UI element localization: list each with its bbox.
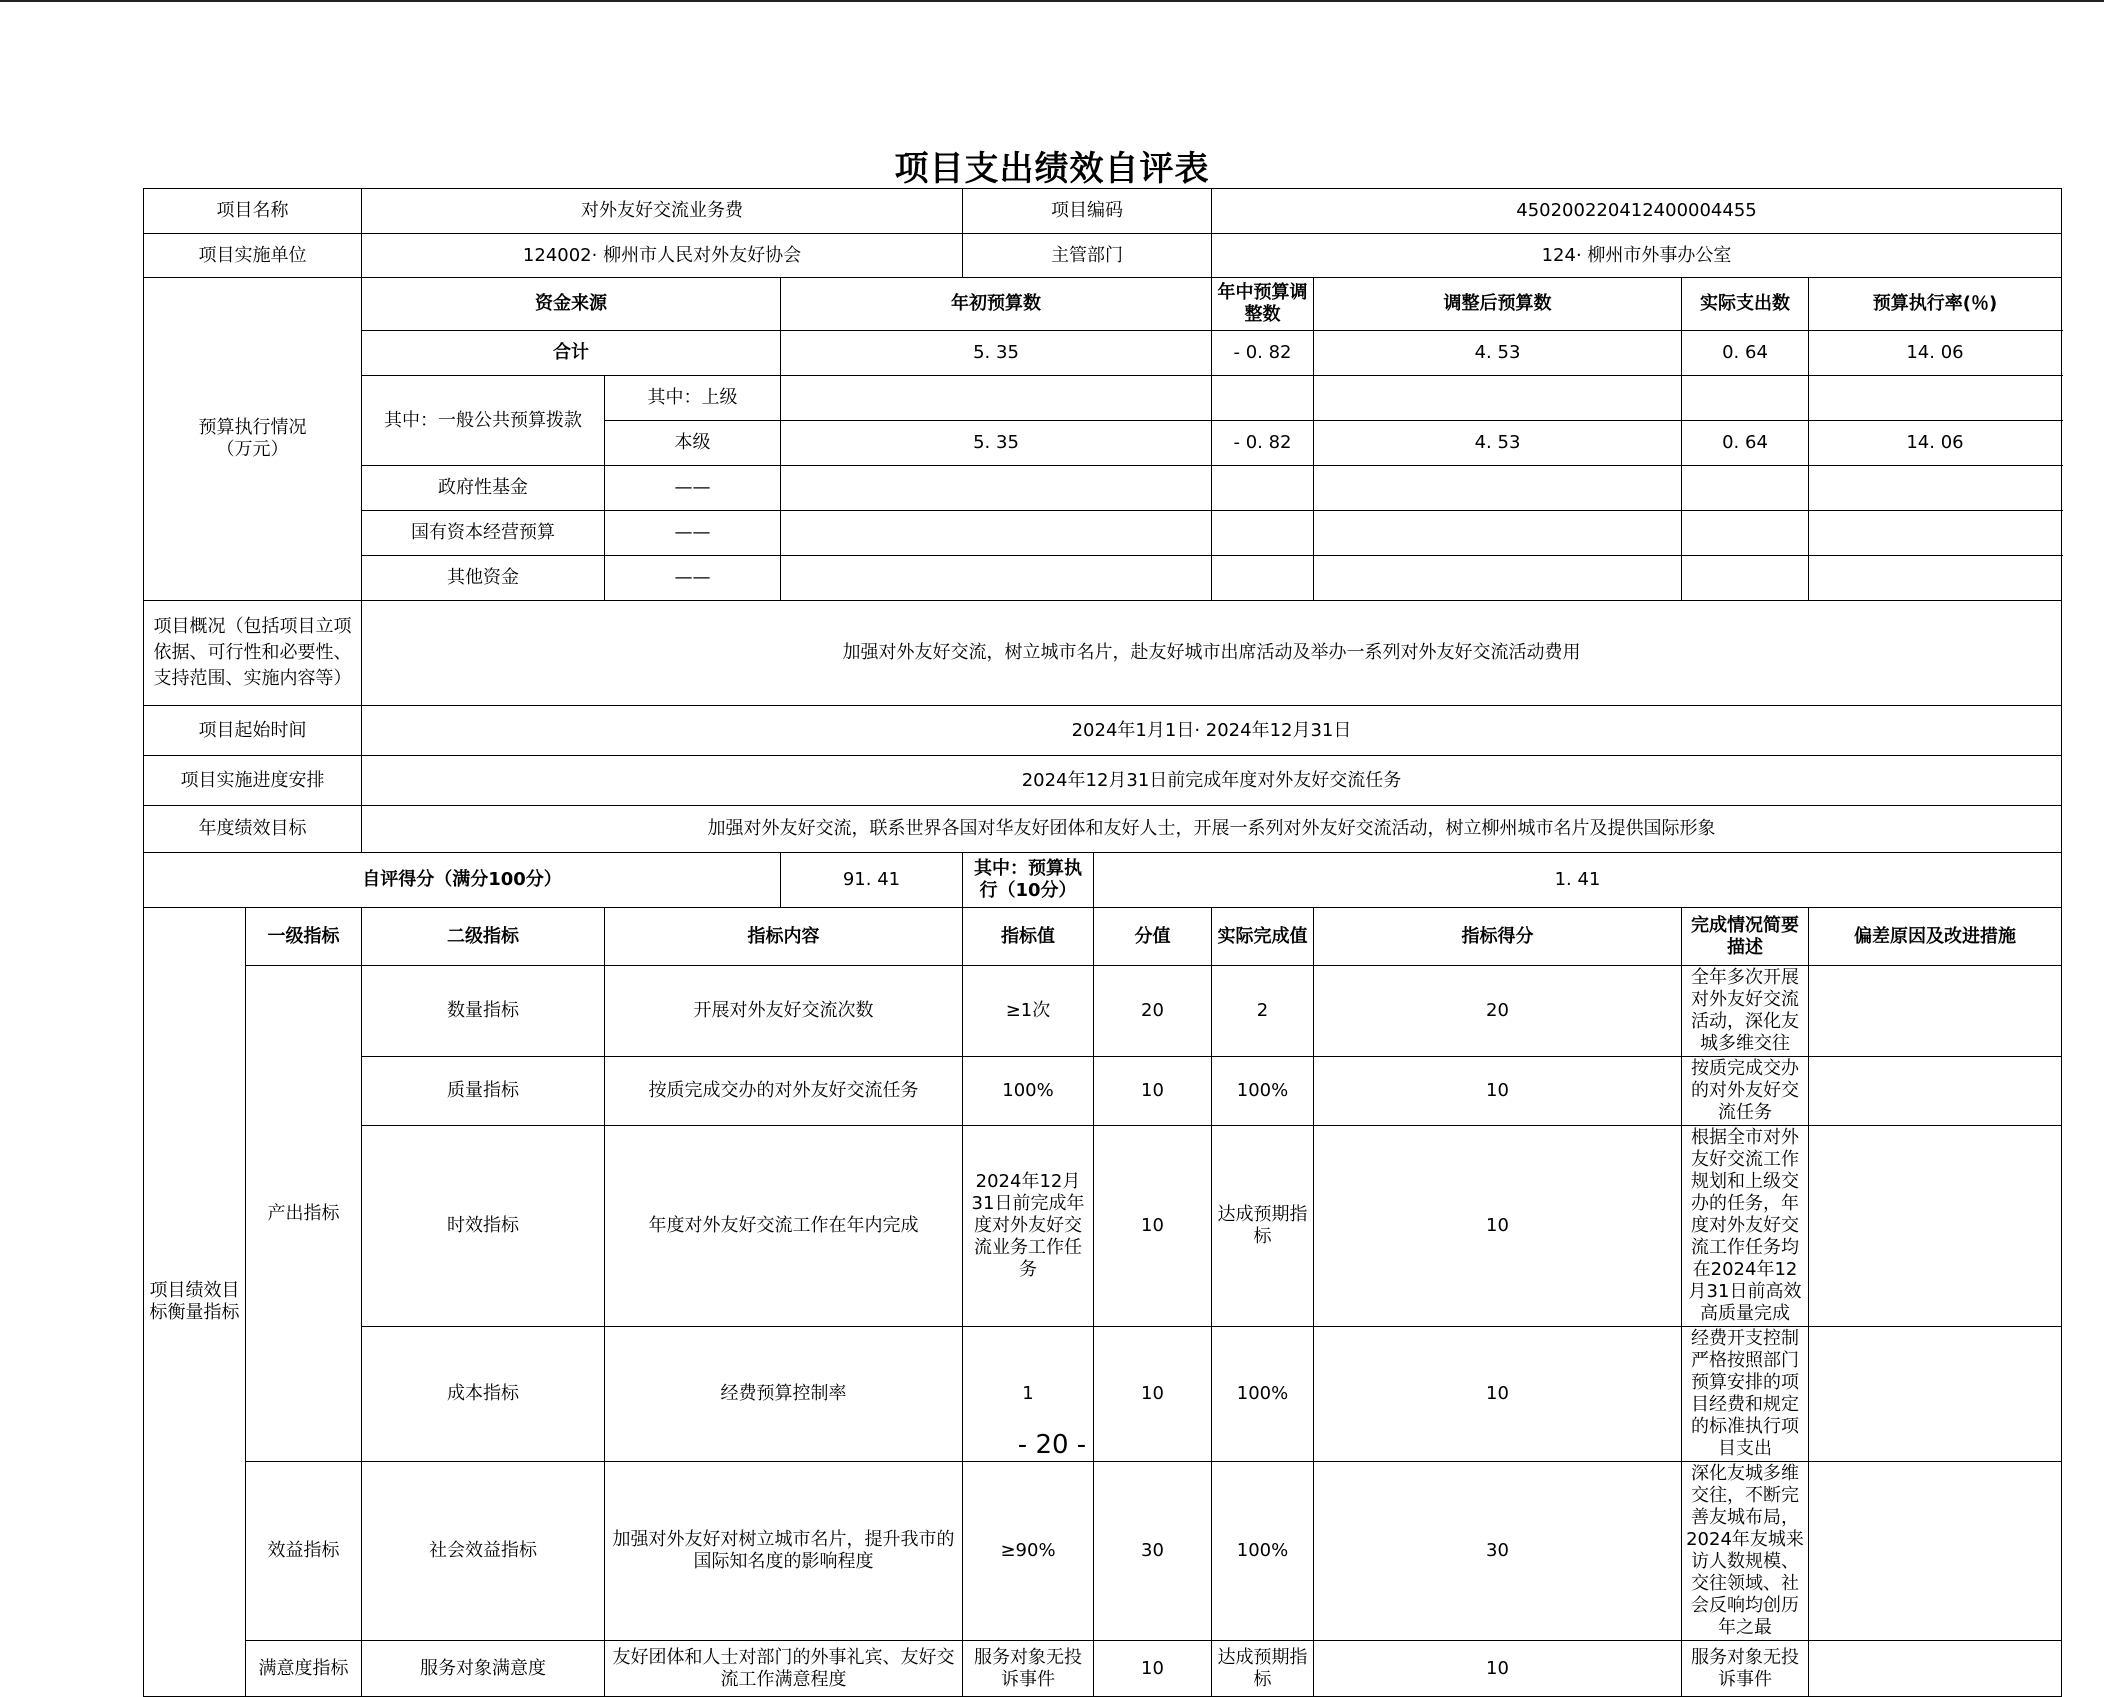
target-cell: ≥90% [963,1462,1094,1641]
other-adjusted [1314,556,1682,601]
col-desc: 完成情况简要描述 [1682,908,1809,966]
content-cell: 经费预算控制率 [605,1327,963,1462]
gov-fund-actual [1682,466,1809,511]
upper-mid-adjust [1212,376,1314,421]
actual-cell: 100% [1212,1057,1314,1126]
weight-cell: 10 [1094,1327,1212,1462]
gov-fund-mid-adjust [1212,466,1314,511]
content-cell: 友好团体和人士对部门的外事礼宾、友好交流工作满意程度 [605,1641,963,1697]
weight-cell: 10 [1094,1641,1212,1697]
desc-cell: 服务对象无投诉事件 [1682,1641,1809,1697]
content-cell: 加强对外友好对树立城市名片，提升我市的国际知名度的影响程度 [605,1462,963,1641]
other-funds-label: 其他资金 [362,556,605,601]
soe-actual [1682,511,1809,556]
project-name-value: 对外友好交流业务费 [362,189,963,234]
overview-label: 项目概况（包括项目立项依据、可行性和必要性、支持范围、实施内容等） [144,601,362,706]
upper-initial [781,376,1212,421]
actual-cell: 达成预期指标 [1212,1126,1314,1327]
weight-cell: 20 [1094,966,1212,1057]
table-row [144,1462,2062,1641]
upper-rate [1809,376,2062,421]
overview-text: 加强对外友好交流，树立城市名片，赴友好城市出席活动及举办一系列对外友好交流活动费用 [362,601,2062,706]
page-title: 项目支出绩效自评表 [894,149,1210,189]
local-initial: 5. 35 [781,421,1212,466]
target-cell: 100% [963,1057,1094,1126]
dept-value: 124· 柳州市外事办公室 [1212,234,2062,278]
annual-goal-label: 年度绩效目标 [144,806,362,853]
local-rate: 14. 06 [1809,421,2062,466]
satisfaction-indicator-label: 满意度指标 [246,1641,362,1697]
budget-exec-score-label: 其中：预算执行（10分） [963,853,1094,908]
period-label: 项目起始时间 [144,706,362,756]
impl-unit-label: 项目实施单位 [144,234,362,278]
budget-total-actual: 0. 64 [1682,331,1809,376]
general-budget-label: 其中：一般公共预算拨款 [362,376,605,466]
level2-cell: 质量指标 [362,1057,605,1126]
col-level1: 一级指标 [246,908,362,966]
soe-mid-adjust [1212,511,1314,556]
gov-fund-adjusted [1314,466,1682,511]
page-top-border [0,0,2104,2]
performance-evaluation-table [143,188,2062,1697]
annual-goal-value: 加强对外友好交流，联系世界各国对华友好团体和友好人士，开展一系列对外友好交流活动，树立柳州城市名片及提供国际形象 [362,806,2062,853]
level2-cell: 数量指标 [362,966,605,1057]
col-mid-adjust: 年中预算调整数 [1212,278,1314,331]
budget-total-mid-adjust: - 0. 82 [1212,331,1314,376]
soe-budget-label: 国有资本经营预算 [362,511,605,556]
col-score: 指标得分 [1314,908,1682,966]
local-adjusted: 4. 53 [1314,421,1682,466]
upper-actual [1682,376,1809,421]
desc-cell: 按质完成交办的对外友好交流任务 [1682,1057,1809,1126]
desc-cell: 根据全市对外友好交流工作规划和上级交办的任务，年度对外友好交流工作任务均在2024年12月31日前高效高质量完成 [1682,1126,1809,1327]
target-cell: ≥1次 [963,966,1094,1057]
score-cell: 10 [1314,1327,1682,1462]
budget-total-initial: 5. 35 [781,331,1212,376]
col-exec-rate: 预算执行率(％) [1809,278,2062,331]
col-target: 指标值 [963,908,1094,966]
level2-cell: 社会效益指标 [362,1462,605,1641]
deviation-cell [1809,1641,2062,1697]
schedule-label: 项目实施进度安排 [144,756,362,806]
desc-cell: 经费开支控制严格按照部门预算安排的项目经费和规定的标准执行项目支出 [1682,1327,1809,1462]
table-row [144,966,2062,1057]
other-mid-adjust [1212,556,1314,601]
score-cell: 20 [1314,966,1682,1057]
gov-fund-rate [1809,466,2062,511]
other-rate [1809,556,2062,601]
target-cell: 服务对象无投诉事件 [963,1641,1094,1697]
indicator-section-label: 项目绩效目标衡量指标 [144,908,246,1697]
soe-adjusted [1314,511,1682,556]
col-initial-budget: 年初预算数 [781,278,1212,331]
col-actual: 实际完成值 [1212,908,1314,966]
budget-section-label: 预算执行情况 （万元） [144,278,362,601]
desc-cell: 深化友城多维交往，不断完善友城布局，2024年友城来访人数规模、交往领域、社会反响均创历年之最 [1682,1462,1809,1641]
impl-unit-value: 124002· 柳州市人民对外友好协会 [362,234,963,278]
project-name-label: 项目名称 [144,189,362,234]
content-cell: 年度对外友好交流工作在年内完成 [605,1126,963,1327]
score-cell: 10 [1314,1126,1682,1327]
local-mid-adjust: - 0. 82 [1212,421,1314,466]
actual-cell: 100% [1212,1462,1314,1641]
actual-cell: 2 [1212,966,1314,1057]
budget-total-rate: 14. 06 [1809,331,2062,376]
score-cell: 30 [1314,1462,1682,1641]
soe-initial [781,511,1212,556]
page-number: - 20 - [1017,1430,1087,1460]
schedule-value: 2024年12月31日前完成年度对外友好交流任务 [362,756,2062,806]
weight-cell: 10 [1094,1126,1212,1327]
dept-label: 主管部门 [963,234,1212,278]
deviation-cell [1809,1462,2062,1641]
col-deviation: 偏差原因及改进措施 [1809,908,2062,966]
output-indicator-label: 产出指标 [246,966,362,1462]
gov-fund-initial [781,466,1212,511]
col-weight: 分值 [1094,908,1212,966]
gov-fund-label: 政府性基金 [362,466,605,511]
target-cell: 2024年12月31日前完成年度对外友好交流业务工作任务 [963,1126,1094,1327]
other-funds-dash: —— [605,556,781,601]
table-row [144,1126,2062,1327]
content-cell: 按质完成交办的对外友好交流任务 [605,1057,963,1126]
col-funding-source: 资金来源 [362,278,781,331]
col-content: 指标内容 [605,908,963,966]
self-score-label: 自评得分（满分100分） [144,853,781,908]
gov-fund-dash: —— [605,466,781,511]
upper-adjusted [1314,376,1682,421]
project-code-label: 项目编码 [963,189,1212,234]
table-row [144,1057,2062,1126]
budget-total-label: 合计 [362,331,781,376]
col-actual-spend: 实际支出数 [1682,278,1809,331]
period-value: 2024年1月1日· 2024年12月31日 [362,706,2062,756]
weight-cell: 30 [1094,1462,1212,1641]
soe-budget-dash: —— [605,511,781,556]
local-level-label: 本级 [605,421,781,466]
actual-cell: 达成预期指标 [1212,1641,1314,1697]
table-row [144,1641,2062,1697]
level2-cell: 时效指标 [362,1126,605,1327]
deviation-cell [1809,1057,2062,1126]
upper-level-label: 其中：上级 [605,376,781,421]
actual-cell: 100% [1212,1327,1314,1462]
weight-cell: 10 [1094,1057,1212,1126]
deviation-cell [1809,1126,2062,1327]
soe-rate [1809,511,2062,556]
content-cell: 开展对外友好交流次数 [605,966,963,1057]
score-cell: 10 [1314,1641,1682,1697]
col-level2: 二级指标 [362,908,605,966]
budget-exec-score-value: 1. 41 [1094,853,2062,908]
desc-cell: 全年多次开展对外友好交流活动，深化友城多维交往 [1682,966,1809,1057]
other-actual [1682,556,1809,601]
col-adjusted-budget: 调整后预算数 [1314,278,1682,331]
project-code-value: 450200220412400004455 [1212,189,2062,234]
self-score-value: 91. 41 [781,853,963,908]
benefit-indicator-label: 效益指标 [246,1462,362,1641]
level2-cell: 成本指标 [362,1327,605,1462]
local-actual: 0. 64 [1682,421,1809,466]
level2-cell: 服务对象满意度 [362,1641,605,1697]
deviation-cell [1809,966,2062,1057]
other-initial [781,556,1212,601]
score-cell: 10 [1314,1057,1682,1126]
target-cell: 1 [963,1327,1094,1462]
budget-total-adjusted: 4. 53 [1314,331,1682,376]
